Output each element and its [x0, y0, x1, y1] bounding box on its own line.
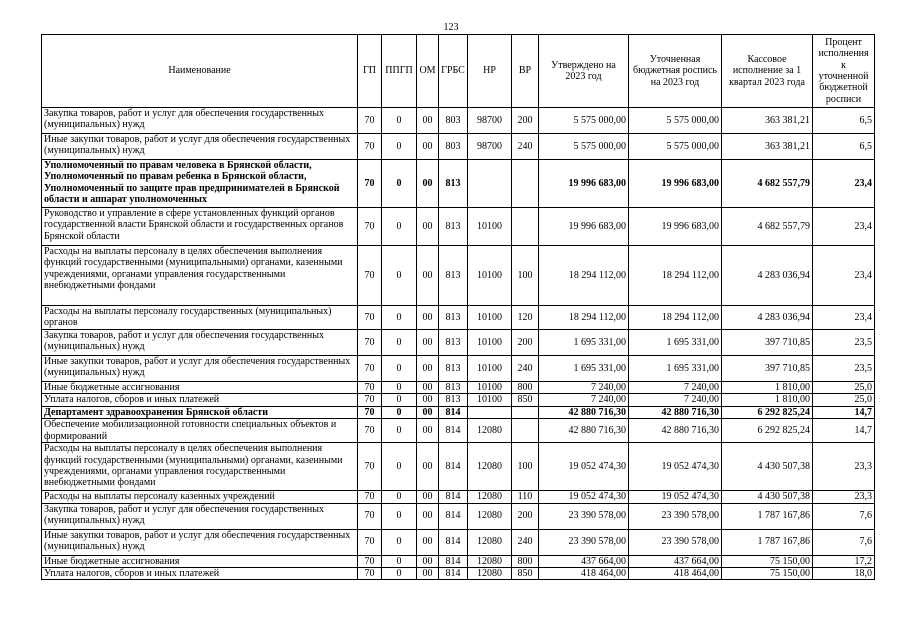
- cell-cash: 1 810,00: [722, 382, 813, 394]
- cell-np: 12080: [468, 529, 512, 555]
- table-row: [42, 356, 875, 382]
- cell-grbs: 803: [439, 134, 468, 160]
- cell-gp: 70: [358, 419, 382, 443]
- column-header-np: НР: [468, 35, 512, 108]
- cell-cash: 1 787 167,86: [722, 503, 813, 529]
- cell-refined: 1 695 331,00: [629, 330, 722, 356]
- cell-cash: 4 430 507,38: [722, 491, 813, 503]
- table-body: [42, 108, 875, 580]
- cell-grbs: 813: [439, 246, 468, 306]
- cell-gp: 70: [358, 246, 382, 306]
- cell-percent: 23,4: [813, 246, 875, 306]
- cell-grbs: 814: [439, 419, 468, 443]
- cell-cash: 397 710,85: [722, 330, 813, 356]
- page-number: 123: [443, 22, 459, 33]
- column-header-percent: Процент исполнения к уточненной бюджетной росписи: [813, 35, 875, 108]
- cell-vr: 800: [512, 382, 539, 394]
- cell-gp: 70: [358, 330, 382, 356]
- cell-vr: [512, 419, 539, 443]
- cell-name: Уполномоченный по правам человека в Брянской области, Уполномоченный по правам ребенка в Брянской области, Уполномоченный по защите прав предпринимателей в Брянской области и аппарат уполномоченных: [42, 160, 358, 208]
- cell-grbs: 814: [439, 491, 468, 503]
- cell-np: 10100: [468, 208, 512, 246]
- cell-gp: 70: [358, 394, 382, 406]
- cell-approved: 1 695 331,00: [539, 330, 629, 356]
- cell-name: Уплата налогов, сборов и иных платежей: [42, 568, 358, 580]
- cell-cash: 6 292 825,24: [722, 406, 813, 418]
- cell-pgp: 0: [382, 394, 417, 406]
- cell-cash: 4 682 557,79: [722, 208, 813, 246]
- cell-name: Расходы на выплаты персоналу в целях обеспечения выполнения функций государственными (муниципальными) органами, казенными учреждениями, органами управления государственными внебюджетными фондами: [42, 246, 358, 306]
- cell-gp: 70: [358, 160, 382, 208]
- cell-vr: [512, 208, 539, 246]
- cell-gp: 70: [358, 356, 382, 382]
- cell-vr: 100: [512, 246, 539, 306]
- cell-cash: 363 381,21: [722, 134, 813, 160]
- cell-cash: 4 283 036,94: [722, 246, 813, 306]
- column-header-name: Наименование: [42, 35, 358, 108]
- cell-om: 00: [417, 160, 439, 208]
- cell-om: 00: [417, 568, 439, 580]
- cell-refined: 42 880 716,30: [629, 406, 722, 418]
- cell-vr: 850: [512, 394, 539, 406]
- column-header-refined: Уточненная бюджетная роспись на 2023 год: [629, 35, 722, 108]
- column-header-pgp: ППГП: [382, 35, 417, 108]
- cell-vr: 200: [512, 330, 539, 356]
- cell-grbs: 813: [439, 208, 468, 246]
- cell-np: 10100: [468, 306, 512, 330]
- cell-pgp: 0: [382, 246, 417, 306]
- cell-name: Закупка товаров, работ и услуг для обеспечения государственных (муниципальных) нужд: [42, 503, 358, 529]
- cell-approved: 18 294 112,00: [539, 306, 629, 330]
- cell-pgp: 0: [382, 108, 417, 134]
- cell-percent: 6,5: [813, 134, 875, 160]
- table-row: [42, 491, 875, 503]
- cell-vr: 240: [512, 529, 539, 555]
- cell-grbs: 803: [439, 108, 468, 134]
- cell-percent: 23,5: [813, 330, 875, 356]
- cell-approved: 437 664,00: [539, 555, 629, 567]
- cell-refined: 18 294 112,00: [629, 306, 722, 330]
- cell-cash: 1 787 167,86: [722, 529, 813, 555]
- table-row: [42, 160, 875, 208]
- cell-pgp: 0: [382, 419, 417, 443]
- cell-pgp: 0: [382, 330, 417, 356]
- cell-refined: 437 664,00: [629, 555, 722, 567]
- cell-gp: 70: [358, 491, 382, 503]
- cell-approved: 19 996 683,00: [539, 160, 629, 208]
- cell-approved: 7 240,00: [539, 394, 629, 406]
- cell-np: 12080: [468, 568, 512, 580]
- cell-pgp: 0: [382, 208, 417, 246]
- table-row: [42, 394, 875, 406]
- column-header-gp: ГП: [358, 35, 382, 108]
- cell-name: Расходы на выплаты персоналу казенных учреждений: [42, 491, 358, 503]
- cell-gp: 70: [358, 306, 382, 330]
- cell-cash: 6 292 825,24: [722, 419, 813, 443]
- table-row: [42, 382, 875, 394]
- table-row: [42, 419, 875, 443]
- cell-pgp: 0: [382, 443, 417, 491]
- cell-grbs: 813: [439, 160, 468, 208]
- cell-om: 00: [417, 108, 439, 134]
- cell-grbs: 813: [439, 330, 468, 356]
- cell-cash: 397 710,85: [722, 356, 813, 382]
- cell-grbs: 814: [439, 503, 468, 529]
- table-row: [42, 529, 875, 555]
- table-row: [42, 443, 875, 491]
- cell-vr: [512, 160, 539, 208]
- cell-percent: 23,4: [813, 306, 875, 330]
- cell-percent: 23,3: [813, 443, 875, 491]
- cell-refined: 19 052 474,30: [629, 443, 722, 491]
- cell-om: 00: [417, 419, 439, 443]
- cell-refined: 23 390 578,00: [629, 529, 722, 555]
- cell-om: 00: [417, 529, 439, 555]
- cell-om: 00: [417, 356, 439, 382]
- cell-grbs: 813: [439, 382, 468, 394]
- cell-pgp: 0: [382, 356, 417, 382]
- cell-np: 12080: [468, 555, 512, 567]
- cell-cash: 4 283 036,94: [722, 306, 813, 330]
- cell-name: Иные бюджетные ассигнования: [42, 382, 358, 394]
- cell-vr: 110: [512, 491, 539, 503]
- cell-grbs: 814: [439, 406, 468, 418]
- cell-grbs: 813: [439, 306, 468, 330]
- cell-cash: 363 381,21: [722, 108, 813, 134]
- cell-vr: [512, 406, 539, 418]
- cell-pgp: 0: [382, 160, 417, 208]
- cell-pgp: 0: [382, 503, 417, 529]
- cell-np: 98700: [468, 108, 512, 134]
- cell-refined: 42 880 716,30: [629, 419, 722, 443]
- cell-approved: 19 052 474,30: [539, 491, 629, 503]
- cell-percent: 17,2: [813, 555, 875, 567]
- cell-om: 00: [417, 555, 439, 567]
- cell-gp: 70: [358, 108, 382, 134]
- cell-np: 10100: [468, 356, 512, 382]
- cell-vr: 120: [512, 306, 539, 330]
- table-row: [42, 406, 875, 418]
- table-row: [42, 306, 875, 330]
- cell-np: 12080: [468, 503, 512, 529]
- cell-approved: 23 390 578,00: [539, 503, 629, 529]
- cell-percent: 25,0: [813, 394, 875, 406]
- cell-grbs: 814: [439, 443, 468, 491]
- cell-percent: 18,0: [813, 568, 875, 580]
- cell-pgp: 0: [382, 491, 417, 503]
- cell-vr: 240: [512, 134, 539, 160]
- column-header-grbs: ГРБС: [439, 35, 468, 108]
- cell-om: 00: [417, 443, 439, 491]
- cell-name: Иные закупки товаров, работ и услуг для обеспечения государственных (муниципальных) нужд: [42, 134, 358, 160]
- cell-om: 00: [417, 134, 439, 160]
- cell-name: Иные закупки товаров, работ и услуг для обеспечения государственных (муниципальных) нужд: [42, 356, 358, 382]
- cell-grbs: 814: [439, 568, 468, 580]
- column-header-cash: Кассовое исполнение за 1 квартал 2023 года: [722, 35, 813, 108]
- cell-gp: 70: [358, 406, 382, 418]
- cell-pgp: 0: [382, 568, 417, 580]
- cell-om: 00: [417, 208, 439, 246]
- cell-percent: 6,5: [813, 108, 875, 134]
- cell-refined: 418 464,00: [629, 568, 722, 580]
- cell-name: Руководство и управление в сфере установленных функций органов государственной власти Брянской области и государственных органов Брянской области: [42, 208, 358, 246]
- cell-om: 00: [417, 406, 439, 418]
- column-header-vr: ВР: [512, 35, 539, 108]
- cell-percent: 7,6: [813, 503, 875, 529]
- cell-name: Департамент здравоохранения Брянской области: [42, 406, 358, 418]
- cell-grbs: 814: [439, 555, 468, 567]
- cell-name: Закупка товаров, работ и услуг для обеспечения государственных (муниципальных) нужд: [42, 330, 358, 356]
- cell-approved: 7 240,00: [539, 382, 629, 394]
- table-row: [42, 108, 875, 134]
- cell-np: [468, 406, 512, 418]
- table-row: [42, 208, 875, 246]
- column-header-approved: Утверждено на 2023 год: [539, 35, 629, 108]
- cell-vr: 800: [512, 555, 539, 567]
- cell-refined: 7 240,00: [629, 382, 722, 394]
- cell-percent: 23,4: [813, 208, 875, 246]
- cell-np: 12080: [468, 491, 512, 503]
- cell-np: [468, 160, 512, 208]
- cell-grbs: 813: [439, 356, 468, 382]
- cell-refined: 19 996 683,00: [629, 208, 722, 246]
- cell-percent: 7,6: [813, 529, 875, 555]
- cell-pgp: 0: [382, 555, 417, 567]
- cell-np: 12080: [468, 419, 512, 443]
- table-row: [42, 555, 875, 567]
- cell-om: 00: [417, 491, 439, 503]
- cell-gp: 70: [358, 555, 382, 567]
- cell-approved: 42 880 716,30: [539, 419, 629, 443]
- cell-om: 00: [417, 246, 439, 306]
- cell-vr: 200: [512, 108, 539, 134]
- cell-name: Обеспечение мобилизационной готовности специальных объектов и формирований: [42, 419, 358, 443]
- cell-np: 12080: [468, 443, 512, 491]
- table-row: [42, 503, 875, 529]
- cell-cash: 75 150,00: [722, 568, 813, 580]
- cell-approved: 42 880 716,30: [539, 406, 629, 418]
- cell-name: Иные закупки товаров, работ и услуг для обеспечения государственных (муниципальных) нужд: [42, 529, 358, 555]
- cell-approved: 19 996 683,00: [539, 208, 629, 246]
- cell-refined: 5 575 000,00: [629, 108, 722, 134]
- cell-approved: 23 390 578,00: [539, 529, 629, 555]
- cell-gp: 70: [358, 382, 382, 394]
- cell-om: 00: [417, 394, 439, 406]
- cell-grbs: 813: [439, 394, 468, 406]
- cell-refined: 19 052 474,30: [629, 491, 722, 503]
- cell-pgp: 0: [382, 406, 417, 418]
- cell-np: 10100: [468, 246, 512, 306]
- cell-gp: 70: [358, 208, 382, 246]
- cell-percent: 23,5: [813, 356, 875, 382]
- cell-percent: 23,4: [813, 160, 875, 208]
- cell-grbs: 814: [439, 529, 468, 555]
- cell-approved: 19 052 474,30: [539, 443, 629, 491]
- cell-np: 98700: [468, 134, 512, 160]
- cell-pgp: 0: [382, 529, 417, 555]
- cell-name: Расходы на выплаты персоналу государственных (муниципальных) органов: [42, 306, 358, 330]
- cell-refined: 19 996 683,00: [629, 160, 722, 208]
- cell-percent: 14,7: [813, 419, 875, 443]
- cell-pgp: 0: [382, 306, 417, 330]
- table-row: [42, 568, 875, 580]
- cell-gp: 70: [358, 568, 382, 580]
- cell-np: 10100: [468, 330, 512, 356]
- cell-name: Расходы на выплаты персоналу в целях обеспечения выполнения функций государственными (муниципальными) органами, казенными учреждениями, органами управления государственными внебюджетными фондами: [42, 443, 358, 491]
- table-row: [42, 134, 875, 160]
- cell-pgp: 0: [382, 134, 417, 160]
- cell-percent: 25,0: [813, 382, 875, 394]
- cell-om: 00: [417, 330, 439, 356]
- cell-gp: 70: [358, 134, 382, 160]
- cell-refined: 7 240,00: [629, 394, 722, 406]
- cell-percent: 14,7: [813, 406, 875, 418]
- cell-approved: 18 294 112,00: [539, 246, 629, 306]
- cell-pgp: 0: [382, 382, 417, 394]
- budget-table: [41, 34, 875, 580]
- cell-cash: 4 430 507,38: [722, 443, 813, 491]
- cell-om: 00: [417, 382, 439, 394]
- cell-refined: 23 390 578,00: [629, 503, 722, 529]
- table-row: [42, 246, 875, 306]
- cell-refined: 5 575 000,00: [629, 134, 722, 160]
- cell-np: 10100: [468, 382, 512, 394]
- cell-name: Закупка товаров, работ и услуг для обеспечения государственных (муниципальных) нужд: [42, 108, 358, 134]
- cell-cash: 75 150,00: [722, 555, 813, 567]
- cell-approved: 418 464,00: [539, 568, 629, 580]
- cell-approved: 5 575 000,00: [539, 108, 629, 134]
- cell-vr: 850: [512, 568, 539, 580]
- cell-approved: 1 695 331,00: [539, 356, 629, 382]
- cell-om: 00: [417, 503, 439, 529]
- cell-np: 10100: [468, 394, 512, 406]
- cell-gp: 70: [358, 529, 382, 555]
- cell-cash: 4 682 557,79: [722, 160, 813, 208]
- cell-vr: 200: [512, 503, 539, 529]
- cell-refined: 1 695 331,00: [629, 356, 722, 382]
- cell-refined: 18 294 112,00: [629, 246, 722, 306]
- cell-approved: 5 575 000,00: [539, 134, 629, 160]
- cell-gp: 70: [358, 503, 382, 529]
- column-header-om: ОМ: [417, 35, 439, 108]
- cell-name: Уплата налогов, сборов и иных платежей: [42, 394, 358, 406]
- cell-om: 00: [417, 306, 439, 330]
- cell-name: Иные бюджетные ассигнования: [42, 555, 358, 567]
- cell-vr: 100: [512, 443, 539, 491]
- cell-cash: 1 810,00: [722, 394, 813, 406]
- cell-percent: 23,3: [813, 491, 875, 503]
- table-header: [42, 35, 875, 108]
- cell-vr: 240: [512, 356, 539, 382]
- table-row: [42, 330, 875, 356]
- cell-gp: 70: [358, 443, 382, 491]
